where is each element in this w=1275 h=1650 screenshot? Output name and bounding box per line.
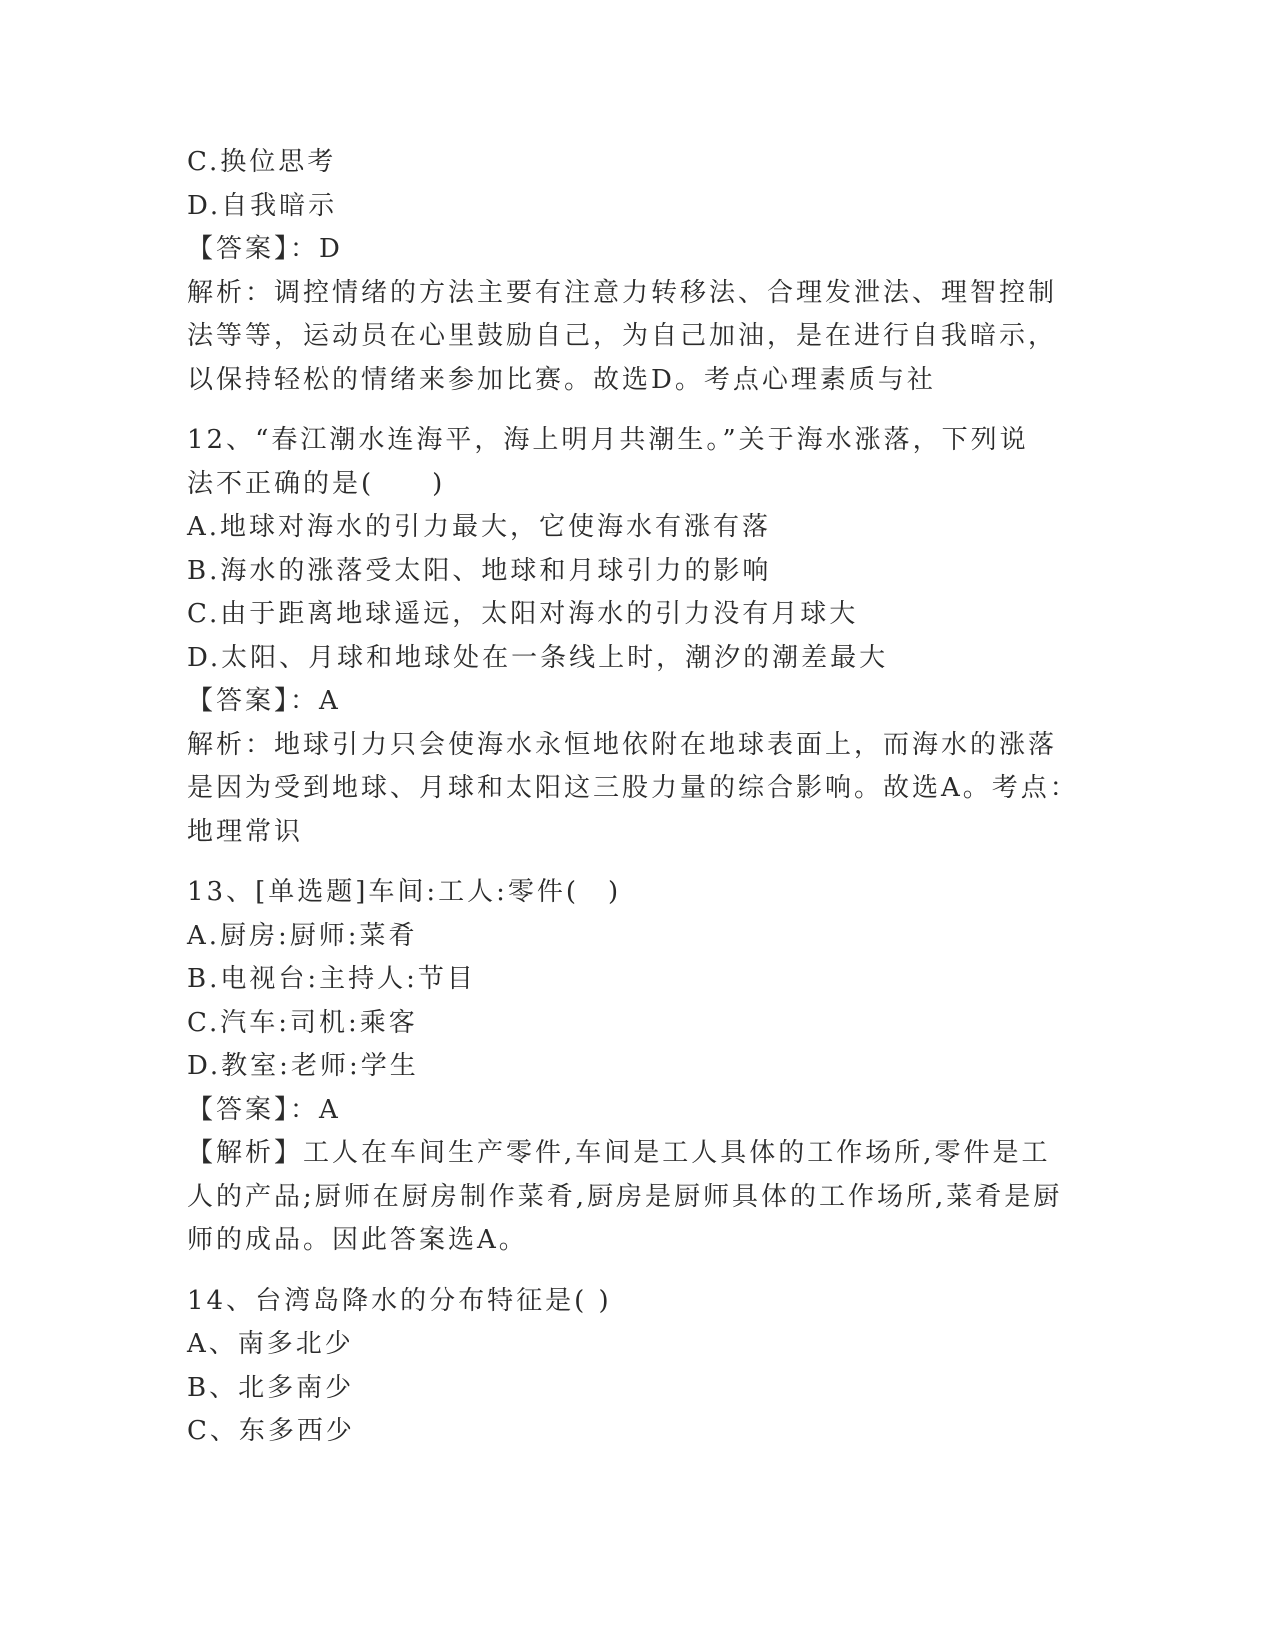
analysis-line: 地理常识: [187, 816, 304, 847]
option-a: A.厨房:厨师:菜肴: [187, 920, 418, 951]
option-c: C.由于距离地球遥远，太阳对海水的引力没有月球大: [187, 599, 859, 629]
option-a: A.地球对海水的引力最大，它使海水有涨有落: [187, 512, 772, 542]
option-c: C.换位思考: [187, 147, 337, 177]
option-b: B.电视台:主持人:节目: [187, 964, 476, 994]
document-page: [187, 141, 1087, 1454]
analysis-line: 法等等，运动员在心里鼓励自己，为自己加油，是在进行自我暗示，: [187, 321, 1058, 351]
question-14: [187, 1280, 1087, 1454]
question-stem: 13、[单选题]车间:工人:零件( ): [187, 877, 622, 907]
answer: 【答案】：D: [187, 234, 343, 264]
question-12: [187, 419, 1087, 854]
question-stem: 14、台湾岛降水的分布特征是( ): [187, 1285, 612, 1316]
answer: 【答案】：A: [187, 1094, 341, 1125]
option-d: D.太阳、月球和地球处在一条线上时，潮汐的潮差最大: [187, 642, 889, 673]
option-b: B、北多南少: [187, 1372, 355, 1403]
option-a: A、南多北少: [187, 1329, 354, 1359]
analysis-line: 解析：地球引力只会使海水永恒地依附在地球表面上，而海水的涨落: [187, 729, 1058, 760]
analysis-line: 人的产品;厨师在厨房制作菜肴,厨房是厨师具体的工作场所,菜肴是厨: [187, 1181, 1063, 1212]
analysis-line: 师的成品。因此答案选A。: [187, 1225, 528, 1255]
question-11: [187, 141, 1087, 402]
option-b: B.海水的涨落受太阳、地球和月球引力的影响: [187, 555, 772, 586]
analysis-line: 解析：调控情绪的方法主要有注意力转移法、合理发泄法、理智控制: [187, 277, 1058, 308]
option-d: D.自我暗示: [187, 190, 338, 221]
option-d: D.教室:老师:学生: [187, 1051, 419, 1081]
question-stem: 12、“春江潮水连海平，海上明月共潮生。”关于海水涨落，下列说: [187, 425, 1029, 455]
question-stem: 法不正确的是( ): [187, 468, 446, 499]
analysis-line: 以保持轻松的情绪来参加比赛。故选D。考点心理素质与社: [187, 364, 936, 395]
question-13: [187, 871, 1087, 1263]
analysis-line: 是因为受到地球、月球和太阳这三股力量的综合影响。故选A。考点：: [187, 773, 1079, 803]
option-c: C、东多西少: [187, 1416, 355, 1446]
answer: 【答案】：A: [187, 686, 341, 716]
analysis-line: 【解析】工人在车间生产零件,车间是工人具体的工作场所,零件是工: [187, 1138, 1051, 1168]
option-c: C.汽车:司机:乘客: [187, 1007, 418, 1038]
